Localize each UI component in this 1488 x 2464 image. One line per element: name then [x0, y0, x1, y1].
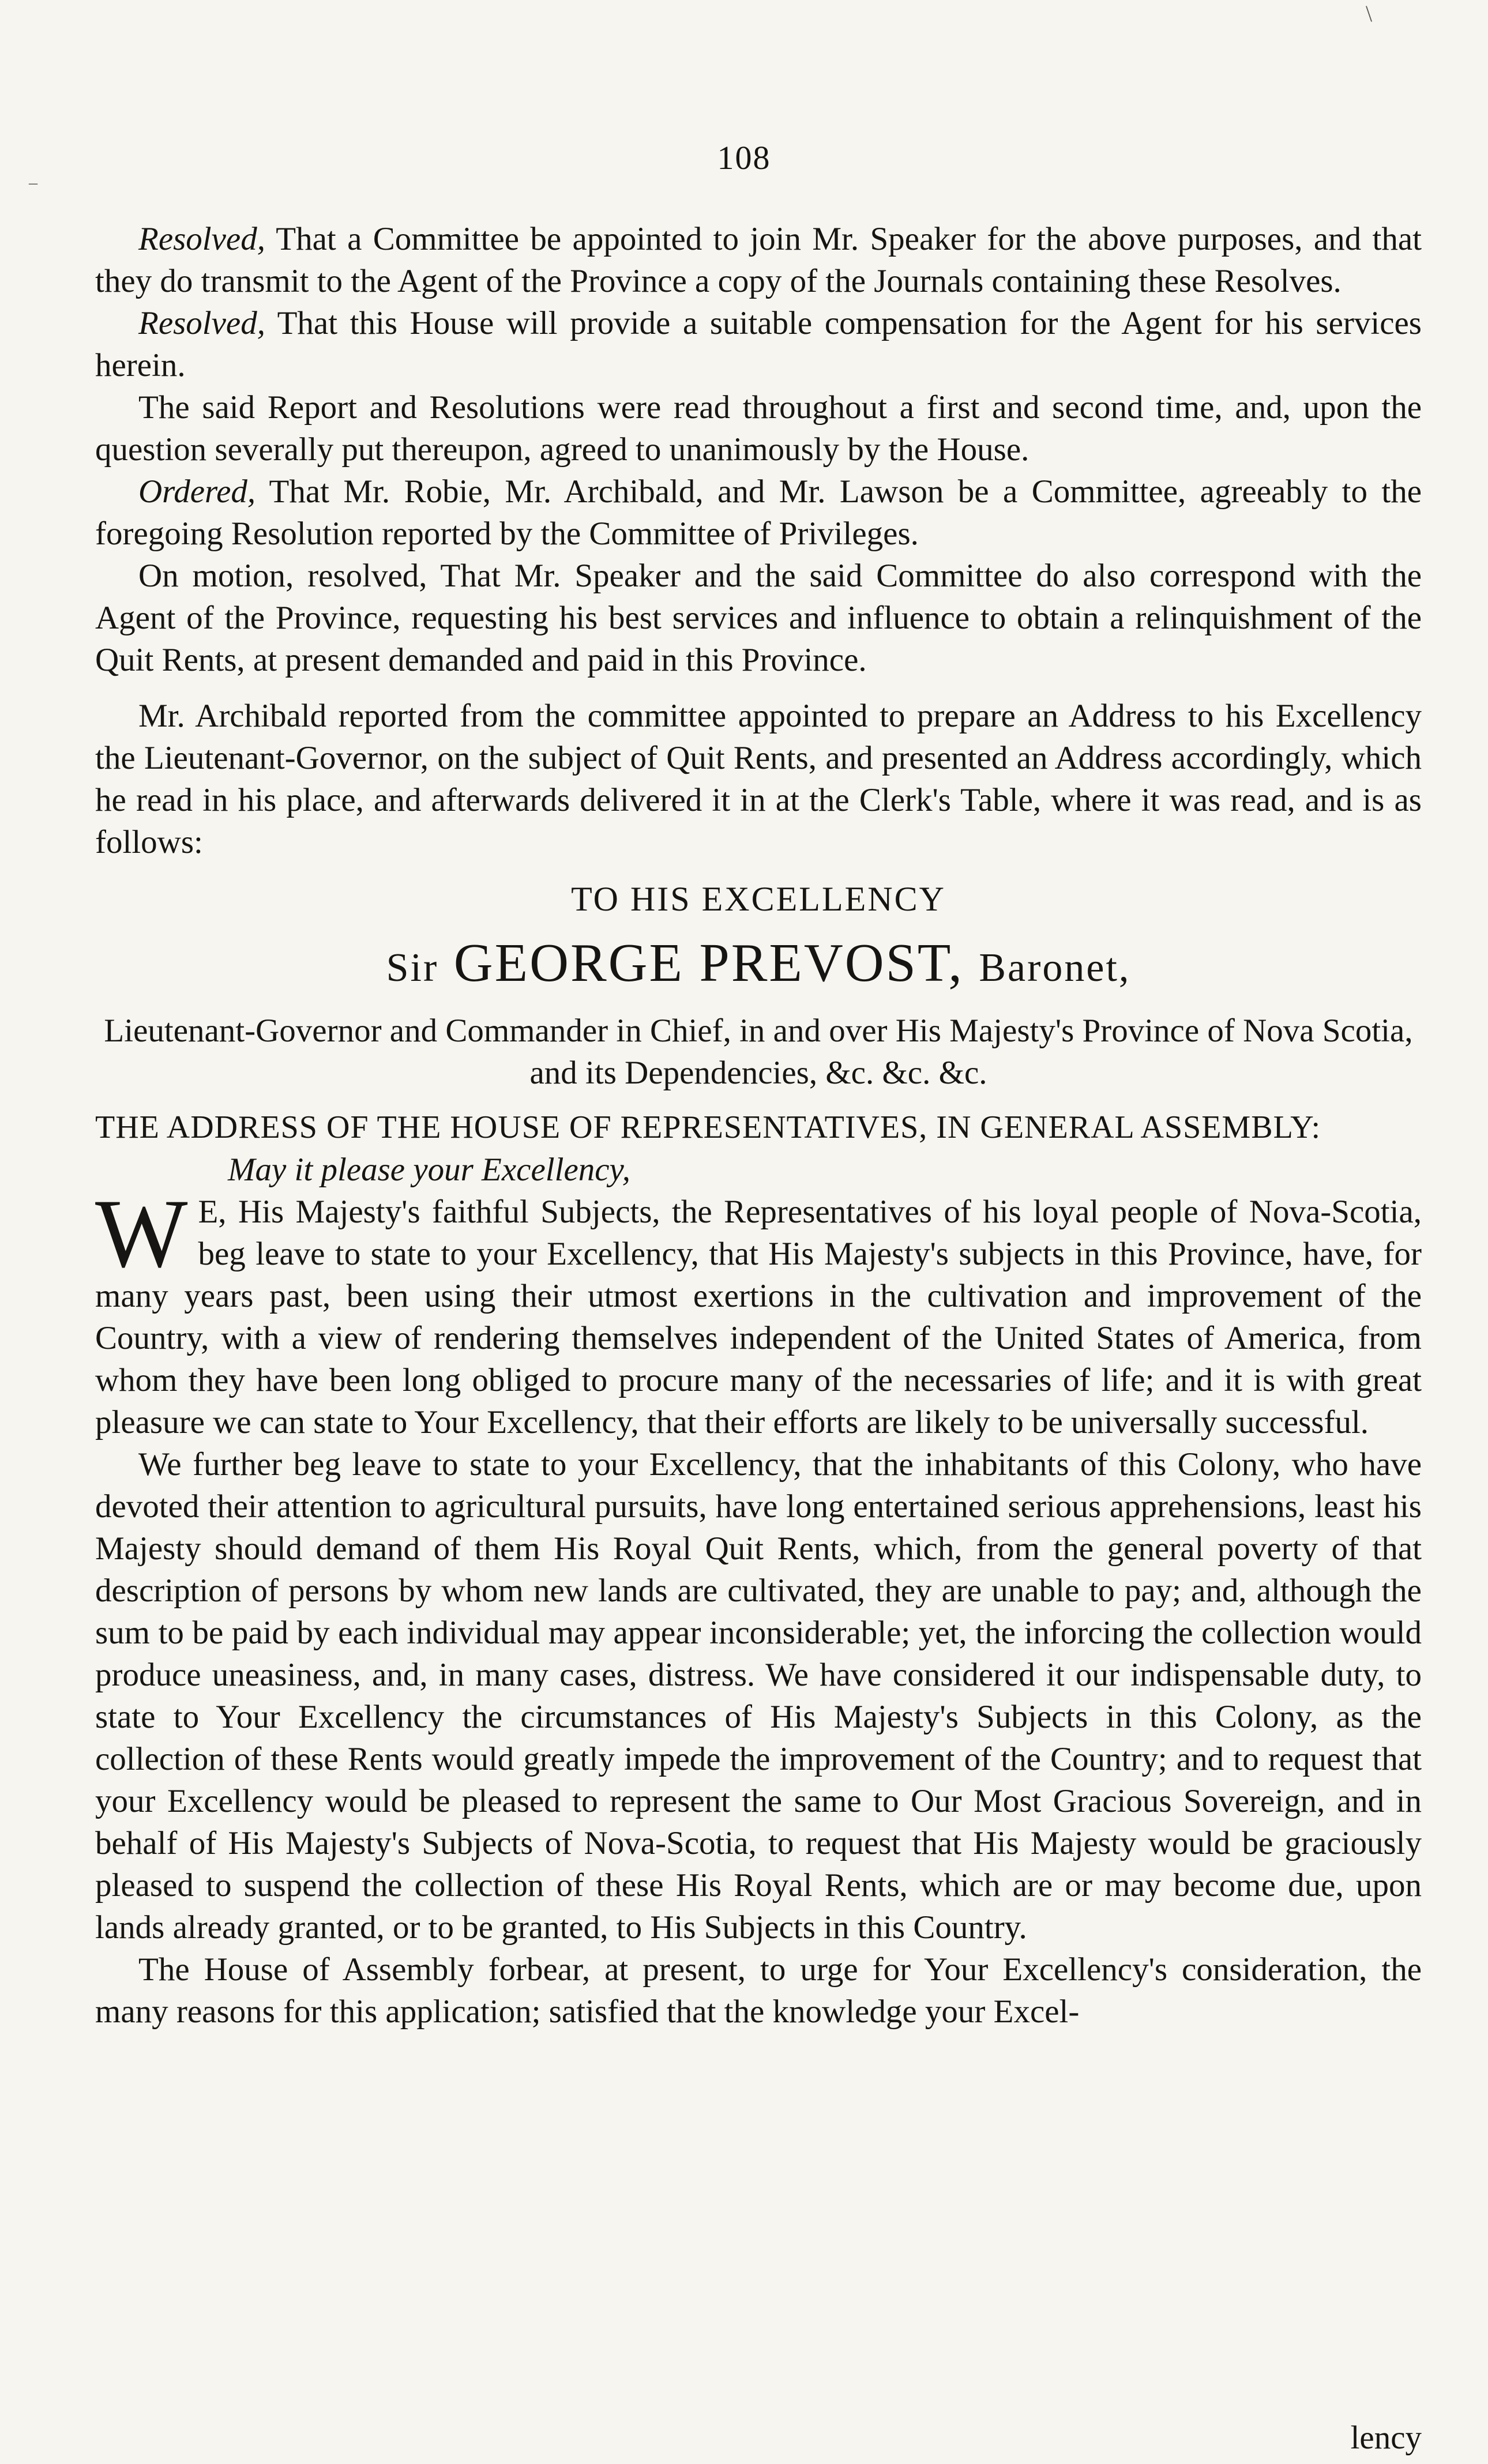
address-title: Lieutenant-Governor and Commander in Chief, in and over His Majesty's Province of Nova Scotia, and its Dependencies, &c. &c. &c.	[104, 1013, 1413, 1091]
catchword: lency	[1350, 2420, 1422, 2456]
paragraph-report-read: The said Report and Resolutions were read throughout a first and second time, and, upon the question severally put thereupon, agreed to unanimously by the House.	[95, 389, 1422, 468]
address-paragraph-1: W E, His Majesty's faithful Subjects, the Representatives of his loyal people of Nova-Scotia, beg leave to state to your Excellency, that His Majesty's subjects in this Province, have, for many years past, been using their utmost exertions in the cultivation and improvement of the Country, with a view of rendering themselves independent of the United States of America, from whom they have been long obliged to procure many of the necessaries of life; and it is with great pleasure we can state to Your Excellency, that their efforts are likely to be universally successful.	[95, 1179, 1422, 1440]
address-paragraph-3: The House of Assembly forbear, at present, to urge for Your Excellency's consideration, the many reasons for this application; satisfied that the knowledge your Excel-	[95, 1951, 1422, 2030]
address-heading: THE ADDRESS OF THE HOUSE OF REPRESENTATIVES, IN GENERAL ASSEMBLY:	[95, 1109, 1321, 1145]
page-number: 108	[717, 139, 771, 176]
body-text	[95, 218, 1422, 2033]
corner-mark: \	[1366, 1, 1373, 27]
paragraph-archibald-report: Mr. Archibald reported from the committee appointed to prepare an Address to his Excellency the Lieutenant-Governor, on the subject of Quit Rents, and presented an Address accordingly, which he read in his place, and afterwards delivered it in at the Clerk's Table, where it was read, and is as follows:	[95, 698, 1422, 860]
paragraph-resolved-committee: Resolved, That a Committee be appointed to join Mr. Speaker for the above purposes, and that they do transmit to the Agent of the Province a copy of the Journals containing these Resolves.	[95, 221, 1422, 299]
address-name: Sir GEORGE PREVOST, Baronet,	[386, 933, 1131, 993]
address-paragraph-2: We further beg leave to state to your Excellency, that the inhabitants of this Colony, who have devoted their attention to agricultural pursuits, have long entertained serious apprehensions, least his Majesty should demand of them His Royal Quit Rents, which, from the general poverty of that description of persons by whom new lands are cultivated, they are unable to pay; and, although the sum to be paid by each individual may appear inconsiderable; yet, the inforcing the collection would produce uneasiness, and, in many cases, distress. We have considered it our indispensable duty, to state to Your Excellency the circumstances of His Majesty's Subjects in this Colony, as the collection of these Rents would greatly impede the improvement of the Country; and to request that your Excellency would be pleased to represent the same to Our Most Gracious Sovereign, and in behalf of His Majesty's Subjects of Nova-Scotia, to request that His Majesty would be graciously pleased to suspend the collection of these His Royal Rents, which are or may become due, upon lands already granted, or to be granted, to His Subjects in this Country.	[95, 1446, 1422, 1946]
address-salutation: May it please your Excellency,	[228, 1152, 630, 1188]
paragraph-on-motion: On motion, resolved, That Mr. Speaker and the said Committee do also correspond with the Agent of the Province, requesting his best services and influence to obtain a relinquishment of the Quit Rents, at present demanded and paid in this Province.	[95, 558, 1422, 678]
paragraph-resolved-compensation: Resolved, That this House will provide a suitable compensation for the Agent for his services herein.	[95, 305, 1422, 383]
address-to: TO HIS EXCELLENCY	[571, 880, 946, 918]
margin-mark: –	[29, 173, 37, 192]
paragraph-ordered: Ordered, That Mr. Robie, Mr. Archibald, and Mr. Lawson be a Committee, agreeably to the foregoing Resolution reported by the Committee of Privileges.	[95, 473, 1422, 552]
drop-cap: W	[95, 1179, 188, 1288]
